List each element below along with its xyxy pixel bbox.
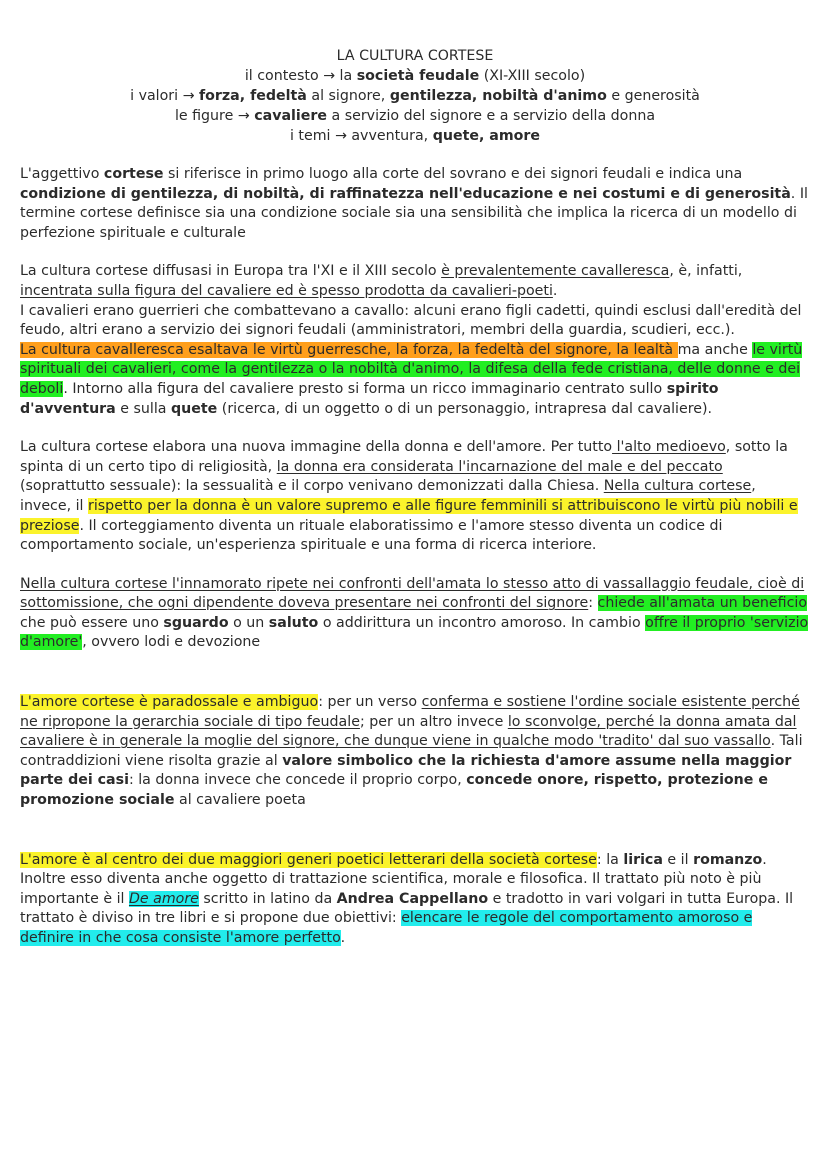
text: (soprattutto sessuale): la sessualità e il corpo venivano demonizzati dalla Chiesa. (20, 478, 604, 495)
document-page (20, 46, 810, 949)
bold-text: cortese (103, 166, 164, 182)
text: , sotto la spinta di un certo tipo di religiosità, (20, 439, 788, 475)
text: al cavaliere poeta (174, 792, 306, 809)
text: che può essere uno (20, 614, 164, 631)
text: il contesto → la (244, 68, 357, 84)
underlined-text: è prevalentemente cavalleresca (441, 263, 670, 280)
text: . Il termine cortese definisce sia una condizione sociale sia una sensibilità che implica la ricerca di un modello di perfezione spirituale e culturale (20, 185, 808, 241)
bold-text: condizione di gentilezza, di nobiltà, di raffinatezza nell'educazione e nei costumi e di generosità (20, 185, 791, 202)
text: : (588, 595, 598, 612)
bold-text: quete (170, 400, 218, 417)
yellow-highlight: rispetto per la donna è un valore supremo e alle figure femminili si attribuiscono le virtù più nobili e preziose (20, 497, 798, 534)
header-line-themes (20, 126, 810, 146)
text: : la donna invece che concede il proprio corpo, (128, 772, 467, 789)
green-highlight: chiede all'amata un beneficio (597, 595, 807, 612)
text: e il (662, 851, 694, 868)
underlined-text: conferma e sostiene l'ordine sociale esistente perché ne ripropone la gerarchia sociale di tipo feudale (20, 694, 800, 730)
cyan-highlight: elencare le regole del comportamento amoroso e definire in che cosa consiste l'amore perfetto (20, 910, 753, 946)
green-highlight: offre il proprio 'servizio d'amore' (20, 614, 809, 651)
header-line-figures (20, 106, 810, 126)
bold-text: Andrea Cappellano (336, 890, 489, 907)
text: (XI-XIII secolo) (479, 68, 586, 84)
bold-text: forza, fedeltà (199, 88, 307, 104)
text: al signore, (306, 88, 390, 104)
text: L'aggettivo (20, 166, 104, 182)
paragraph-chivalry (20, 262, 810, 419)
underlined-text: lo sconvolge, perché la donna amata dal cavaliere è in generale la moglie del signore, che dunque viene in qualche modo 'tradito' dal suo vassallo (20, 713, 797, 750)
text: e tradotto in vari volgari in tutta Europa. Il trattato è diviso in tre libri e si propone due obiettivi: (20, 890, 794, 927)
text: i temi → avventura, (289, 128, 433, 144)
text: (ricerca, di un oggetto o di un personaggio, intrapresa dal cavaliere). (217, 400, 712, 417)
text: i valori → (130, 88, 199, 104)
bold-text: lirica (623, 851, 663, 868)
underlined-text: incentrata sulla figura del cavaliere ed è spesso prodotta da cavalieri-poeti (20, 282, 553, 299)
text: . Inoltre esso diventa anche oggetto di trattazione scientifica, morale e filosofica. Il trattato più noto è più importante è il (20, 851, 767, 907)
bold-text: quete, amore (432, 128, 541, 144)
bold-text: valore simbolico che la richiesta d'amore assume nella maggior parte dei casi (20, 752, 792, 789)
text: La cultura cortese diffusasi in Europa tra l'XI e il XIII secolo (20, 263, 442, 280)
text: e generosità (606, 88, 700, 104)
page-title: LA CULTURA CORTESE (336, 48, 494, 64)
text: La cultura cortese elabora una nuova immagine della donna e dell'amore. Per tutto (20, 439, 613, 456)
green-highlight: le virtù spirituali dei cavalieri, come la gentilezza o la nobiltà d'animo, la difesa della fede cristiana, delle donne e dei deboli (20, 341, 803, 397)
paragraph-vassalage (20, 575, 810, 653)
text: ; per un altro invece (359, 713, 508, 730)
header-line-context (20, 66, 810, 86)
text: . Intorno alla figura del cavaliere presto si forma un ricco immaginario centrato sullo (63, 380, 667, 397)
text: , invece, il (20, 478, 756, 514)
orange-highlight: La cultura cavalleresca esaltava le virtù guerresche, la forza, la fedeltà del signore, la lealtà (20, 341, 678, 358)
text: , è, infatti, (669, 263, 743, 280)
bold-text: concede onore, rispetto, protezione e promozione sociale (20, 772, 768, 809)
text: si riferisce in primo luogo alla corte del sovrano e dei signori feudali e indica una (163, 166, 743, 182)
text: o addirittura un incontro amoroso. In cambio (318, 614, 646, 631)
text: . (340, 930, 346, 946)
bold-text: gentilezza, nobiltà d'animo (389, 88, 607, 104)
text: e sulla (115, 400, 171, 417)
yellow-highlight: L'amore cortese è paradossale e ambiguo (20, 694, 319, 711)
bold-text: spirito d'avventura (20, 380, 719, 417)
bold-text: romanzo (693, 851, 763, 868)
text: a servizio del signore e a servizio della donna (327, 108, 656, 124)
de-amore-title: De amore (128, 890, 199, 907)
bold-text: sguardo (163, 614, 229, 631)
paragraph-definition (20, 165, 810, 243)
underlined-text: Nella cultura cortese l'innamorato ripete nei confronti dell'amata lo stesso atto di vassallaggio feudale, cioè di sottomissione, che ogni dipendente doveva presentare nei confronti del signore (20, 575, 805, 612)
text: ma anche (677, 341, 753, 358)
bold-text: cavaliere (254, 108, 327, 124)
yellow-highlight: L'amore è al centro dei due maggiori generi poetici letterari della società cortese (20, 851, 597, 868)
text: : la (596, 851, 624, 868)
underlined-text: Nella cultura cortese (603, 478, 752, 495)
text: . (552, 282, 558, 299)
underlined-text: l'alto medioevo (612, 439, 726, 456)
header-line-values (20, 86, 810, 106)
text: o un (228, 614, 269, 631)
header-section (20, 46, 810, 146)
paragraph-genres (20, 851, 810, 949)
text: I cavalieri erano guerrieri che combattevano a cavallo: alcuni erano figli cadetti, quindi esclusi dall'eredità del feudo, altri erano a servizio dei signori feudali (amministratori, membri della guardia, scudieri, ecc.). (20, 302, 802, 339)
text: le figure → (174, 108, 255, 124)
text: : per un verso (318, 694, 422, 711)
text: . Tali contraddizioni viene risolta grazie al (20, 733, 803, 769)
underlined-text: la donna era considerata l'incarnazione del male e del peccato (276, 458, 723, 475)
paragraph-paradox (20, 693, 810, 811)
paragraph-woman-image (20, 438, 810, 556)
bold-text: società feudale (356, 68, 480, 84)
text: . Il corteggiamento diventa un rituale elaboratissimo e l'amore stesso diventa un codice di comportamento sociale, un'esperienza spirituale e una forma di ricerca interiore. (20, 517, 723, 554)
text: scritto in latino da (198, 890, 337, 907)
bold-text: saluto (268, 614, 319, 631)
text: , ovvero lodi e devozione (82, 634, 261, 651)
